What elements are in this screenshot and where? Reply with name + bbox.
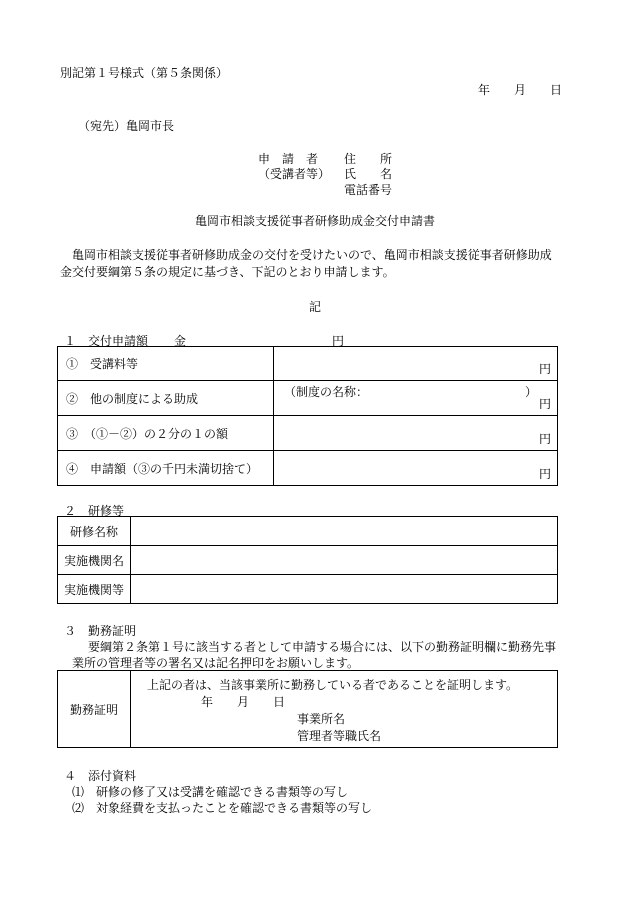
training-name-label: 研修名称 xyxy=(58,517,131,546)
row2-value[interactable] xyxy=(274,381,558,416)
row1-label: ① 受講料等 xyxy=(58,347,274,381)
intro-line-1: 亀岡市相談支援従事者研修助成金の交付を受けたいので、亀岡市相談支援従事者研修助成 xyxy=(72,248,552,262)
institution-etc-label: 実施機関等 xyxy=(58,575,131,604)
row2-label: ② 他の制度による助成 xyxy=(58,381,274,416)
phone-label: 電話番号 xyxy=(344,183,393,197)
certification-box[interactable] xyxy=(131,671,558,748)
row3-label: ③ （①－②）の２分の１の額 xyxy=(58,416,274,451)
date-day: 日 xyxy=(550,83,563,97)
date-month: 月 xyxy=(514,83,527,97)
section3-text-1: 要綱第２条第１号に該当する者として申請する場合には、以下の勤務証明欄に勤務先事 xyxy=(88,640,557,654)
ki-label: 記 xyxy=(308,300,321,314)
section1-yen: 円 xyxy=(332,334,345,348)
amount-table xyxy=(57,346,558,486)
section2-heading: ２ 研修等 xyxy=(64,504,125,518)
row4-value[interactable] xyxy=(274,451,558,486)
applicant-label: 申 請 者 xyxy=(258,152,319,166)
name-label: 氏 名 xyxy=(344,167,393,181)
attachment-item-1: ⑴ 研修の修了又は受講を確認できる書類等の写し xyxy=(72,785,349,799)
office-name-label: 事業所名 xyxy=(297,712,346,726)
section3-heading: ３ 勤務証明 xyxy=(64,624,137,638)
section1-heading: １ 交付申請額 xyxy=(64,334,149,348)
section4-heading: ４ 添付資料 xyxy=(64,769,137,783)
row1-value[interactable] xyxy=(274,347,558,381)
section1-kin: 金 xyxy=(174,334,187,348)
row3-yen: 円 xyxy=(538,432,551,446)
row3-value[interactable] xyxy=(274,416,558,451)
training-name-field[interactable] xyxy=(131,517,558,546)
date-year: 年 xyxy=(478,83,491,97)
row4-yen: 円 xyxy=(538,467,551,481)
form-id: 別記第１号様式（第５条関係） xyxy=(60,66,229,80)
row1-yen: 円 xyxy=(538,362,551,376)
row2-yen: 円 xyxy=(538,397,551,411)
certification-text: 上記の者は、当該事業所に勤務している者であることを証明します。 xyxy=(147,678,519,692)
certification-label: 勤務証明 xyxy=(58,671,131,748)
document-title: 亀岡市相談支援従事者研修助成金交付申請書 xyxy=(194,214,435,228)
row2-note-open: （制度の名称： xyxy=(284,385,369,399)
institution-etc-field[interactable] xyxy=(131,575,558,604)
applicant-sublabel: （受講者等） xyxy=(258,167,331,181)
manager-name-label: 管理者等職氏名 xyxy=(297,729,382,743)
section3-text-2: 業所の管理者等の署名又は記名押印をお願いします。 xyxy=(72,656,360,670)
institution-name-label: 実施機関名 xyxy=(58,546,131,575)
intro-line-2: 金交付要綱第５条の規定に基づき、下記のとおり申請します。 xyxy=(60,265,395,279)
row2-note-close: ） xyxy=(524,385,537,399)
certification-date: 年 月 日 xyxy=(201,695,286,709)
address-label: 住 所 xyxy=(344,152,393,166)
attachment-item-2: ⑵ 対象経費を支払ったことを確認できる書類等の写し xyxy=(72,801,373,815)
addressee: （宛先）亀岡市長 xyxy=(78,119,175,133)
training-table xyxy=(57,516,558,604)
certification-table xyxy=(57,670,558,748)
row4-label: ④ 申請額（③の千円未満切捨て） xyxy=(58,451,274,486)
institution-name-field[interactable] xyxy=(131,546,558,575)
